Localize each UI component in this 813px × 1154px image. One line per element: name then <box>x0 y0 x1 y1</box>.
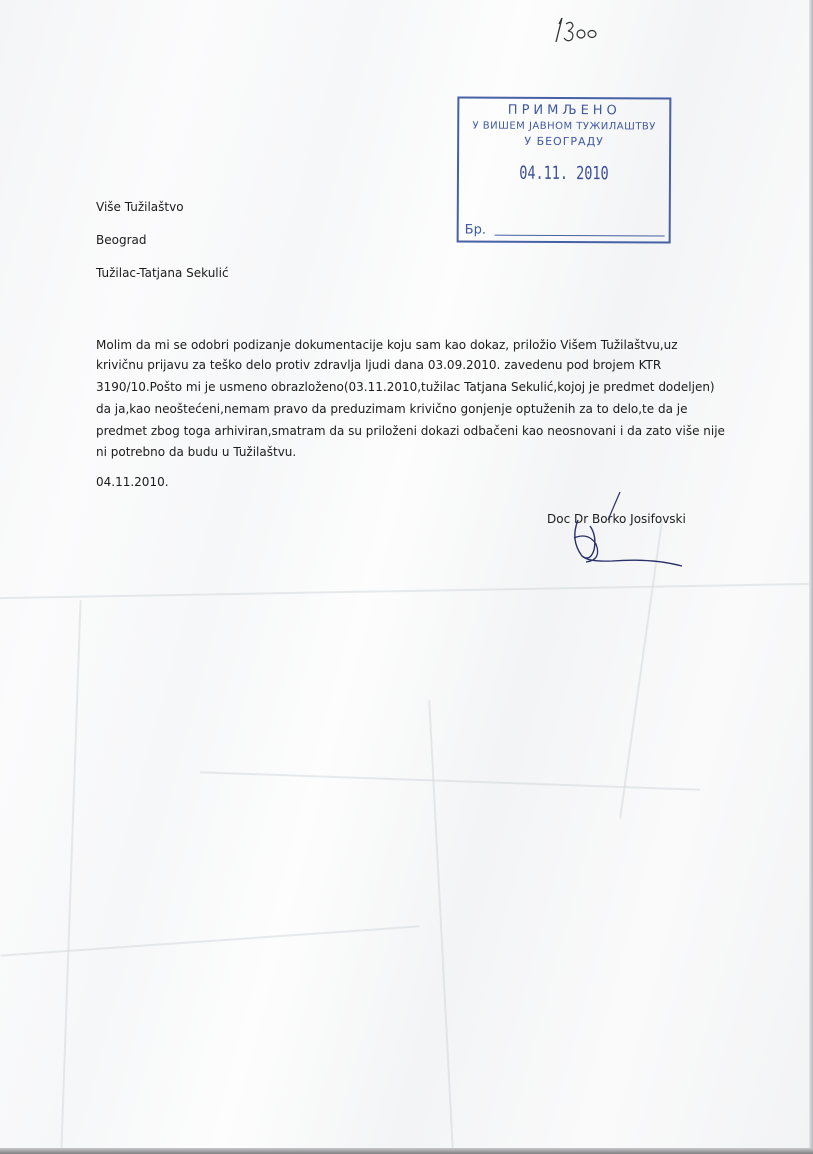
body-line: ni potrebno da budu u Tužilaštvu. <box>96 445 297 459</box>
recipient-attention: Tužilac-Tatjana Sekulić <box>96 266 229 280</box>
body-line: da ja,kao neoštećeni,nemam pravo da preduzimam krivično gonjenje optuženih za to delo,te da je <box>96 402 688 416</box>
recipient-city: Beograd <box>96 233 147 247</box>
scan-bottom-shadow <box>0 1148 813 1154</box>
paper-crease <box>0 583 813 599</box>
handwritten-page-number <box>548 14 608 48</box>
author-name: Doc Dr Borko Josifovski <box>547 512 686 526</box>
stamp-date: 04.11. 2010 <box>519 162 609 185</box>
body-line: Molim da mi se odobri podizanje dokumentacije koju sam kao dokaz, priložio Višem Tužilaštvu,uz <box>96 338 678 352</box>
paper-crease <box>60 600 81 1150</box>
stamp-number-line <box>495 235 665 237</box>
handwritten-signature <box>568 490 688 580</box>
paper-crease <box>0 925 419 956</box>
letter-date: 04.11.2010. <box>96 475 169 489</box>
paper-crease <box>428 700 454 1149</box>
received-stamp <box>457 96 672 243</box>
body-line: 3190/10.Pošto mi je usmeno obrazloženo(03.11.2010,tužilac Tatjana Sekulić,kojoj je predmet dodeljen) <box>96 380 715 394</box>
body-line: predmet zbog toga arhiviran,smatram da su priloženi dokazi odbačeni kao neosnovani i da zato više nije <box>96 424 725 438</box>
recipient: Više Tužilaštvo <box>96 200 184 214</box>
stamp-title: ПРИМЉЕНО <box>507 102 621 119</box>
scan-edge-shadow <box>809 0 813 1154</box>
stamp-number-label: Бр. <box>464 222 487 238</box>
stamp-office: У ВИШЕМ ЈАВНОМ ТУЖИЛАШТВУ <box>472 120 656 133</box>
stamp-city: У БЕОГРАДУ <box>524 134 604 149</box>
body-line: krivičnu prijavu za teško delo protiv zdravlja ljudi dana 03.09.2010. zavedenu pod brojem KTR <box>96 358 662 372</box>
